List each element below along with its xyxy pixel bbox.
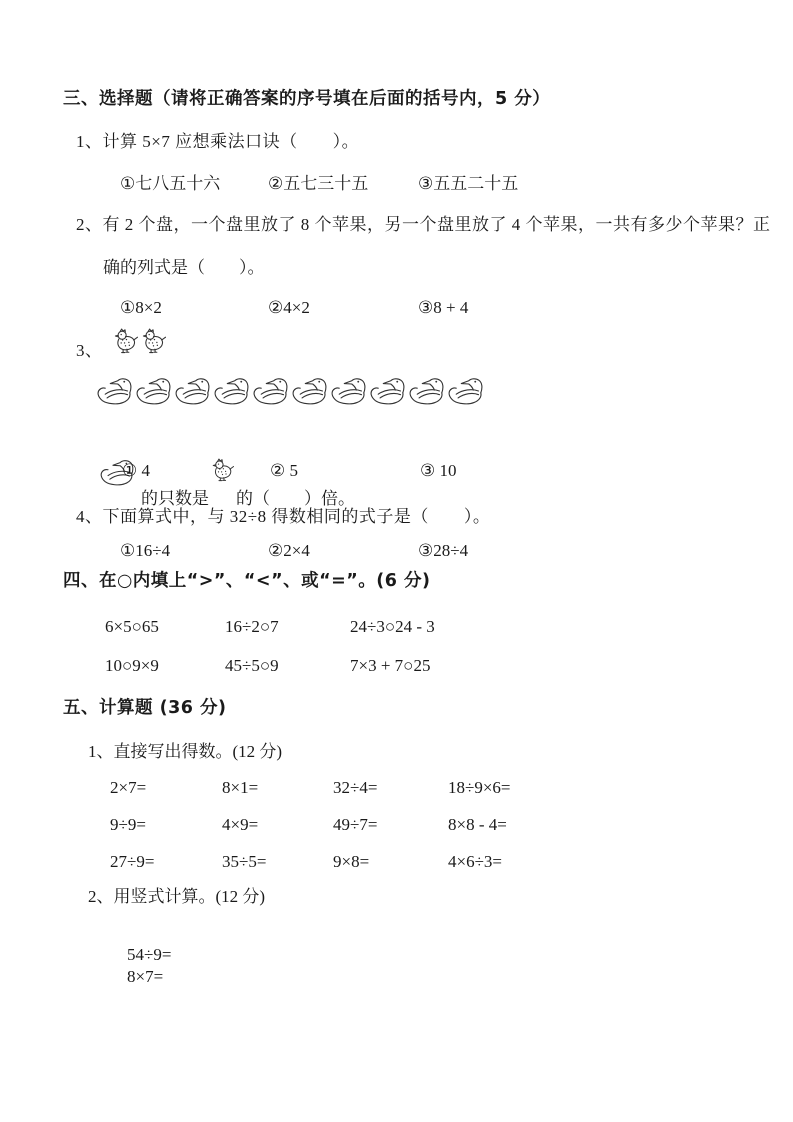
calc-item: 9×8= — [333, 852, 370, 871]
comparison-item: 45÷5○9 — [225, 656, 279, 675]
question-3-sentence-part2: 的（ ）倍。 — [236, 489, 355, 508]
vertical-calc-item: 8×7= — [127, 967, 164, 986]
duck-icon — [173, 372, 212, 409]
calc-item: 35÷5= — [222, 852, 267, 871]
calc-item: 4×9= — [222, 815, 259, 834]
chick-group — [113, 328, 166, 355]
chick-icon — [113, 328, 138, 355]
calc-item: 27÷9= — [110, 852, 155, 871]
option: ① 4 — [122, 461, 150, 480]
comparison-row-2 — [105, 655, 430, 677]
section5-sub2-title: 2、用竖式计算。(12 分) — [88, 887, 266, 906]
question-2-options — [120, 297, 468, 319]
comparison-item: 10○9×9 — [105, 656, 159, 675]
calc-item: 4×6÷3= — [448, 852, 503, 871]
calc-row-3 — [110, 851, 502, 873]
question-2-text-line1: 2、有 2 个盘，一个盘里放了 8 个苹果，另一个盘里放了 4 个苹果，一共有多少个苹果？正 — [76, 215, 771, 234]
comparison-row-1 — [105, 616, 435, 638]
duck-icon — [368, 372, 407, 409]
comparison-item: 7×3 + 7○25 — [350, 656, 431, 675]
option: ①16÷4 — [120, 541, 171, 560]
option: ③8 + 4 — [418, 298, 469, 317]
duck-row — [95, 372, 485, 409]
section5-sub1-title: 1、直接写出得数。(12 分) — [88, 742, 283, 761]
question-3-number: 3、 — [76, 341, 103, 360]
calc-item: 2×7= — [110, 778, 147, 797]
question-3-options — [122, 460, 457, 482]
question-1-text: 1、计算 5×7 应想乘法口诀（ ）。 — [76, 132, 360, 151]
calc-item: 8×8 - 4= — [448, 815, 507, 834]
duck-icon — [446, 372, 485, 409]
option: ①8×2 — [120, 298, 162, 317]
comparison-item: 6×5○65 — [105, 617, 159, 636]
option: ③五五二十五 — [418, 174, 519, 193]
vertical-calc-row — [110, 922, 372, 1010]
option: ② 5 — [270, 461, 298, 480]
duck-icon — [290, 372, 329, 409]
option: ②五七三十五 — [268, 174, 369, 193]
duck-icon — [134, 372, 173, 409]
chick-icon — [141, 328, 166, 355]
comparison-item: 24÷3○24 - 3 — [350, 617, 435, 636]
section3-title: 三、选择题（请将正确答案的序号填在后面的括号内，5 分） — [63, 89, 551, 109]
vertical-calc-item: 54÷9= — [127, 945, 172, 964]
question-2-text-line2: 确的列式是（ ）。 — [103, 258, 265, 277]
comparison-item: 16÷2○7 — [225, 617, 279, 636]
option: ③28÷4 — [418, 541, 469, 560]
duck-icon — [95, 372, 134, 409]
question-4-options — [120, 540, 468, 562]
section5-title: 五、计算题 (36 分) — [63, 698, 227, 718]
option: ②4×2 — [268, 298, 310, 317]
question-4-text: 4、下面算式中，与 32÷8 得数相同的式子是（ ）。 — [76, 507, 491, 526]
calc-item: 9÷9= — [110, 815, 146, 834]
calc-row-2 — [110, 814, 507, 836]
duck-icon — [407, 372, 446, 409]
duck-icon — [251, 372, 290, 409]
calc-item: 8×1= — [222, 778, 259, 797]
duck-icon — [329, 372, 368, 409]
option: ②2×4 — [268, 541, 310, 560]
calc-row-1 — [110, 777, 511, 799]
question-1-options — [120, 173, 518, 195]
question-3-sentence-part1: 的只数是 — [141, 489, 209, 508]
section4-title: 四、在○内填上“>”、“<”、或“=”。(6 分) — [63, 571, 431, 591]
option: ①七八五十六 — [120, 174, 221, 193]
calc-item: 49÷7= — [333, 815, 378, 834]
calc-item: 18÷9×6= — [448, 778, 511, 797]
duck-icon — [212, 372, 251, 409]
option: ③ 10 — [420, 461, 457, 480]
calc-item: 32÷4= — [333, 778, 378, 797]
